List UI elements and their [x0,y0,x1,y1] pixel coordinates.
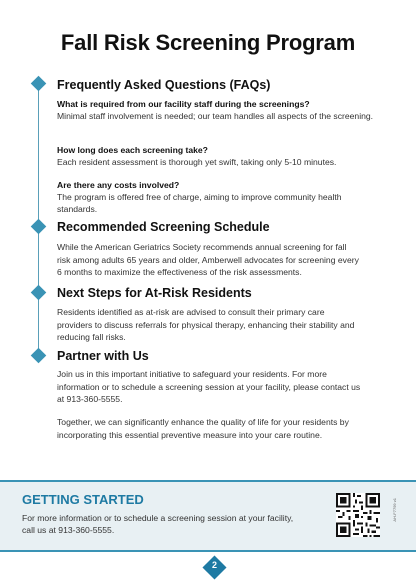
faq-answer-1: Minimal staff involvement is needed; our team handles all aspects of the screening. [57,111,374,121]
faq-question-1: What is required from our facility staff during the screenings? [57,99,310,109]
diamond-bullet-icon [31,348,47,364]
partner-text-1: Join us in this important initiative to safeguard your residents. For more information or to schedule a screening session at your facility, please contact us at 913-360-5555. [57,369,361,404]
page-title: Fall Risk Screening Program [60,30,356,55]
qr-code-icon[interactable] [336,493,380,537]
partner-heading: Partner with Us [57,349,149,363]
faq-answer-2: Each resident assessment is thorough yet swift, taking only 5-10 minutes. [57,157,337,167]
document-code: AH-F7799 v1 [392,498,397,522]
faq-question-3: Are there any costs involved? [57,180,180,190]
getting-started-text: For more information or to schedule a screening session at your facility, call us at 913-360-5555. [22,513,294,535]
next-steps-heading: Next Steps for At-Risk Residents [57,286,252,300]
next-steps-text: Residents identified as at-risk are advised to consult their primary care providers to discuss referrals for physical therapy, enhancing their stability and reducing fall risks. [57,307,355,342]
footer-bottom-rule [0,550,416,552]
faq-heading: Frequently Asked Questions (FAQs) [57,78,271,92]
partner-text-2: Together, we can significantly enhance the quality of life for your residents by incorporating this essential preventive measure into your care routine. [57,417,349,440]
schedule-text: While the American Geriatrics Society recommends annual screening for fall risk among adults 65 years and older, Amberwell advocates for screening every 6 months to maximize the effectiveness of the risk assessments. [57,242,359,277]
schedule-heading: Recommended Screening Schedule [57,220,270,234]
diamond-bullet-icon [31,285,47,301]
page-number: 2 [211,560,217,570]
diamond-bullet-icon [31,219,47,235]
faq-question-2: How long does each screening take? [57,145,208,155]
diamond-bullet-icon [31,76,47,92]
faq-answer-3: The program is offered free of charge, aiming to improve community health standards. [57,192,342,214]
footer-top-rule [0,480,416,482]
getting-started-heading: GETTING STARTED [22,492,144,507]
